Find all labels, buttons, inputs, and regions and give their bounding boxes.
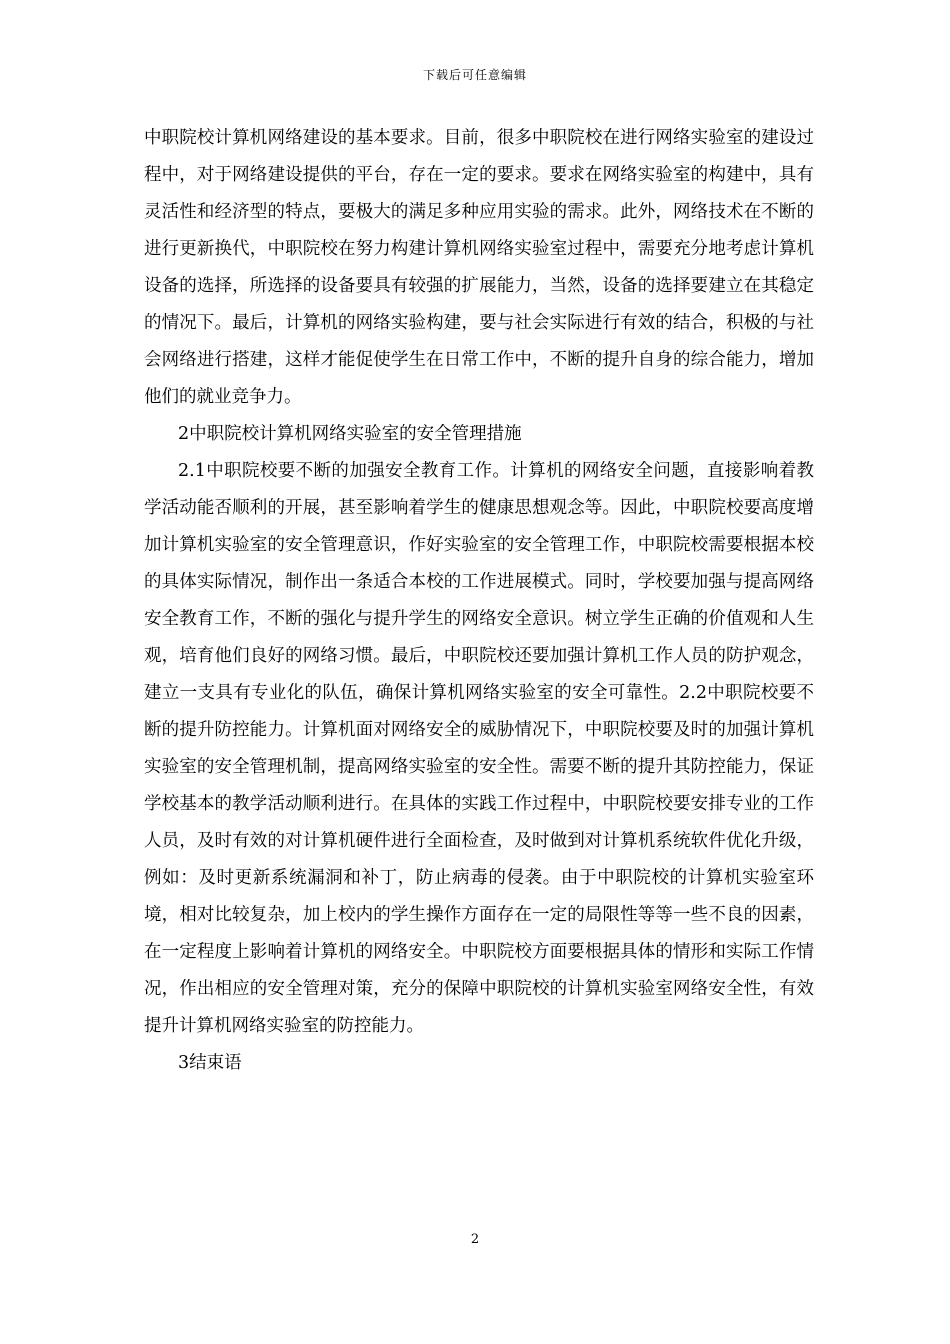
page-header: 下载后可任意编辑: [422, 68, 527, 82]
document-body: [144, 120, 814, 1082]
section-heading-2: 2中职院校计算机网络实验室的安全管理措施: [178, 424, 522, 444]
section-heading-3: 3结束语: [178, 1053, 242, 1073]
page-number: 2: [470, 1232, 480, 1247]
paragraph-safety-measures: 2.1中职院校要不断的加强安全教育工作。计算机的网络安全问题，直接影响着教学活动能否顺利的开展，甚至影响着学生的健康思想观念等。因此，中职院校要高度增加计算机实验室的安全管理意识，作好实验室的安全管理工作，中职院校需要根据本校的具体实际情况，制作出一条适合本校的工作进展模式。同时，学校要加强与提高网络安全教育工作，不断的强化与提升学生的网络安全意识。树立学生正确的价值观和人生观，培育他们良好的网络习惯。最后，中职院校还要加强计算机工作人员的防护观念，建立一支具有专业化的队伍，确保计算机网络实验室的安全可靠性。2.2中职院校要不断的提升防控能力。计算机面对网络安全的威胁情况下，中职院校要及时的加强计算机实验室的安全管理机制，提高网络实验室的安全性。需要不断的提升其防控能力，保证学校基本的教学活动顺利进行。在具体的实践工作过程中，中职院校要安排专业的工作人员，及时有效的对计算机硬件进行全面检查，及时做到对计算机系统软件优化升级，例如：及时更新系统漏洞和补丁，防止病毒的侵袭。由于中职院校的计算机实验室环境，相对比较复杂，加上校内的学生操作方面存在一定的局限性等等一些不良的因素，在一定程度上影响着计算机的网络安全。中职院校方面要根据具体的情形和实际工作情况，作出相应的安全管理对策，充分的保障中职院校的计算机实验室网络安全性，有效提升计算机网络实验室的防控能力。: [144, 461, 814, 1036]
paragraph-requirements: 中职院校计算机网络建设的基本要求。目前，很多中职院校在进行网络实验室的建设过程中，对于网络建设提供的平台，存在一定的要求。要求在网络实验室的构建中，具有灵活性和经济型的特点，要极大的满足多种应用实验的需求。此外，网络技术在不断的进行更新换代，中职院校在努力构建计算机网络实验室过程中，需要充分地考虑计算机设备的选择，所选择的设备要具有较强的扩展能力，当然，设备的选择要建立在其稳定的情况下。最后，计算机的网络实验构建，要与社会实际进行有效的结合，积极的与社会网络进行搭建，这样才能促使学生在日常工作中，不断的提升自身的综合能力，增加他们的就业竞争力。: [144, 128, 814, 407]
